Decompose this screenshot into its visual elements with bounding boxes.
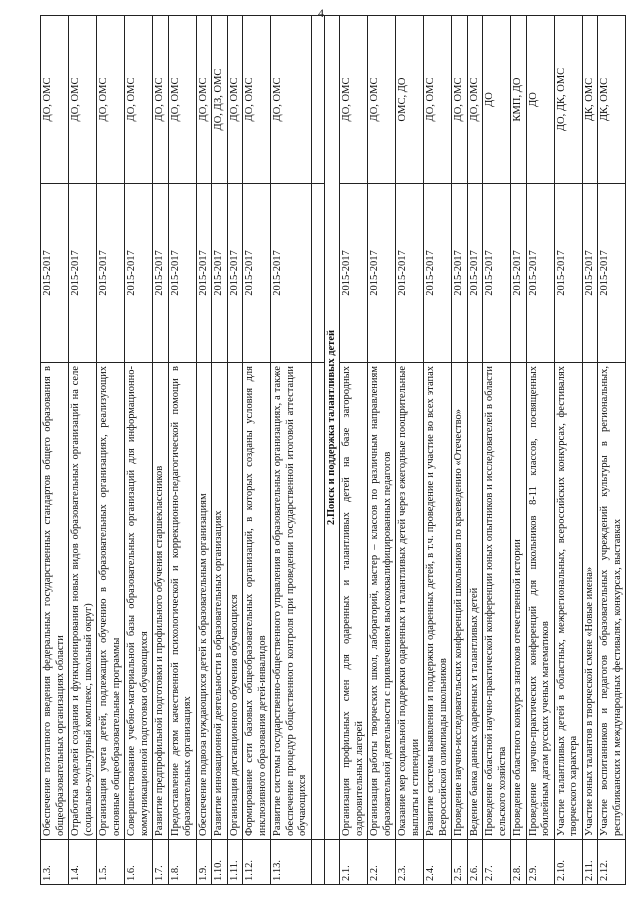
row-executor: ДО, ОМС xyxy=(125,16,153,184)
table-row xyxy=(271,16,312,885)
row-number: 1.7. xyxy=(153,840,169,885)
table-row xyxy=(69,16,97,885)
row-text: Участие юных талантов в творческой смене «Новые имена» xyxy=(582,363,598,840)
table-row xyxy=(196,16,212,885)
row-number: 1.4. xyxy=(69,840,97,885)
row-text: Развитие инновационной деятельности в образовательных организациях xyxy=(212,363,228,840)
section-heading-row xyxy=(324,16,340,885)
row-period: 2015-2017 xyxy=(41,184,69,363)
section-heading: 2.Поиск и поддержка талантливых детей xyxy=(324,16,340,840)
row-period: 2015-2017 xyxy=(153,184,169,363)
row-executor: ДО, ОМС xyxy=(97,16,125,184)
table-row xyxy=(467,16,483,885)
row-executor: ДО, ДЗ, ОМС xyxy=(212,16,228,184)
row-period: 2015-2017 xyxy=(340,184,368,363)
row-executor: ДО, ОМС xyxy=(271,16,312,184)
page-number: 4 xyxy=(318,6,324,20)
row-executor: ДО, ОМС xyxy=(452,16,468,184)
row-text: Организация профильных смен для одаренных и талантливых детей на базе загородных оздоровительных лагерей xyxy=(340,363,368,840)
row-executor: ДО, ОМС xyxy=(340,16,368,184)
table-row xyxy=(41,16,69,885)
row-number: 2.12. xyxy=(598,840,626,885)
row-number: 2.3. xyxy=(396,840,424,885)
row-number: 1.6. xyxy=(125,840,153,885)
row-number: 2.5. xyxy=(452,840,468,885)
row-number: 2.10. xyxy=(554,840,582,885)
table-row xyxy=(97,16,125,885)
table-row xyxy=(243,16,271,885)
row-executor: ДО, ОМС xyxy=(227,16,243,184)
row-number: 2.11. xyxy=(582,840,598,885)
row-number: 1.11. xyxy=(227,840,243,885)
row-number: 2.1. xyxy=(340,840,368,885)
row-executor: ДО, ОМС xyxy=(153,16,169,184)
rotated-table-container xyxy=(40,15,623,885)
row-period: 2015-2017 xyxy=(227,184,243,363)
row-text: Участие воспитанников и педагогов образовательных учреждений культуры в региональных, республиканских и международных фестивалях, конкурсах, выставках xyxy=(598,363,626,840)
row-text: Отработка моделей создания и функционирования новых видов образовательных организаций на селе (социально-культурный комплекс, школьный округ) xyxy=(69,363,97,840)
row-period: 2015-2017 xyxy=(196,184,212,363)
table-row xyxy=(212,16,228,885)
row-executor: ДО, ОМС xyxy=(243,16,271,184)
row-period: 2015-2017 xyxy=(554,184,582,363)
row-period: 2015-2017 xyxy=(467,184,483,363)
row-number: 2.4. xyxy=(424,840,452,885)
row-number: 1.12. xyxy=(243,840,271,885)
row-text: Обеспечение поэтапного введения федеральных государственных стандартов общего образования в общеобразовательных организациях области xyxy=(41,363,69,840)
row-period: 2015-2017 xyxy=(243,184,271,363)
row-executor: ДО, ОМС xyxy=(168,16,196,184)
row-executor: ОМС, ДО xyxy=(396,16,424,184)
row-period: 2015-2017 xyxy=(69,184,97,363)
row-text: Развитие системы государственно-общественного управления в образовательных организациях, а также обеспечение процедур общественного контроля при проведении государственной итоговой аттестации обучающихся xyxy=(271,363,312,840)
row-number: 2.6. xyxy=(467,840,483,885)
row-number: 1.8. xyxy=(168,840,196,885)
row-text: Оказание мер социальной поддержки одаренных и талантливых детей через ежегодные поощрительные выплаты и стипендии xyxy=(396,363,424,840)
table-row xyxy=(582,16,598,885)
row-executor: ДК, ОМС xyxy=(582,16,598,184)
row-text: Проведение областного конкурса знатоков отечественной истории xyxy=(511,363,527,840)
row-text: Проведение областной научно-практической конференции юных опытников и исследователей в области сельского хозяйства xyxy=(483,363,511,840)
row-number: 1.13. xyxy=(271,840,312,885)
row-period: 2015-2017 xyxy=(125,184,153,363)
table-row xyxy=(598,16,626,885)
row-period: 2015-2017 xyxy=(424,184,452,363)
row-text: Проведение научно-исследовательских конференций школьников по краеведению «Отечество» xyxy=(452,363,468,840)
row-number: 2.2. xyxy=(368,840,396,885)
row-text: Развитие системы выявления и поддержки одаренных детей, в т.ч. проведение и участие во всех этапах Всероссийской олимпиады школьников xyxy=(424,363,452,840)
row-executor: ДО, ОМС xyxy=(196,16,212,184)
row-number: 2.8. xyxy=(511,840,527,885)
row-executor: ДО, ДК, ОМС xyxy=(554,16,582,184)
row-period: 2015-2017 xyxy=(97,184,125,363)
row-executor: ДО xyxy=(483,16,511,184)
table-row xyxy=(125,16,153,885)
table-row xyxy=(153,16,169,885)
row-text: Организация дистанционного обучения обучающихся xyxy=(227,363,243,840)
row-period: 2015-2017 xyxy=(271,184,312,363)
table-row xyxy=(340,16,368,885)
row-executor: ДК, ОМС xyxy=(598,16,626,184)
row-period: 2015-2017 xyxy=(598,184,626,363)
table-row xyxy=(168,16,196,885)
row-executor: ДО, ОМС xyxy=(424,16,452,184)
row-text: Совершенствование учебно-материальной базы образовательных организаций для информационно-коммуникационной подготовки обучающихся xyxy=(125,363,153,840)
row-executor: ДО, ОМС xyxy=(41,16,69,184)
row-text: Формирование сети базовых общеобразовательных организаций, в которых созданы условия для инклюзивного образования детей-инвалидов xyxy=(243,363,271,840)
row-executor: ДО, ОМС xyxy=(69,16,97,184)
row-number: 1.5. xyxy=(97,840,125,885)
table-row xyxy=(452,16,468,885)
measures-table xyxy=(40,15,626,885)
row-text: Развитие предпрофильной подготовки и профильного обучения старшеклассников xyxy=(153,363,169,840)
row-period: 2015-2017 xyxy=(168,184,196,363)
table-row xyxy=(227,16,243,885)
row-text: Обеспечение подвоза нуждающихся детей к образовательным организациям xyxy=(196,363,212,840)
table-row xyxy=(424,16,452,885)
table-row xyxy=(511,16,527,885)
row-period: 2015-2017 xyxy=(396,184,424,363)
row-number: 2.7. xyxy=(483,840,511,885)
row-period: 2015-2017 xyxy=(511,184,527,363)
row-number: 1.9. xyxy=(196,840,212,885)
row-text: Организация учета детей, подлежащих обучению в образовательных организациях, реализующих основные общеобразовательные программы xyxy=(97,363,125,840)
row-period: 2015-2017 xyxy=(452,184,468,363)
row-executor: ДО, ОМС xyxy=(368,16,396,184)
row-text: Ведение банка данных одаренных и талантливых детей xyxy=(467,363,483,840)
row-text: Проведение научно-практических конференций для школьников 8-11 классов, посвященных юбилейным датам русских ученых математиков xyxy=(526,363,554,840)
row-period: 2015-2017 xyxy=(526,184,554,363)
row-period: 2015-2017 xyxy=(582,184,598,363)
row-executor: ДО xyxy=(526,16,554,184)
table-row xyxy=(396,16,424,885)
row-period: 2015-2017 xyxy=(368,184,396,363)
table-row xyxy=(554,16,582,885)
row-period: 2015-2017 xyxy=(212,184,228,363)
row-number: 1.3. xyxy=(41,840,69,885)
row-text: Предоставление детям качественной психологической и коррекционно-педагогической помощи в образовательных организациях xyxy=(168,363,196,840)
row-executor: КМП, ДО xyxy=(511,16,527,184)
row-text: Организация работы творческих школ, лабораторий, мастер – классов по различным направлениям образовательной деятельности с привлечением высококвалифицированных педагогов xyxy=(368,363,396,840)
row-period: 2015-2017 xyxy=(483,184,511,363)
row-number: 1.10. xyxy=(212,840,228,885)
table-row xyxy=(483,16,511,885)
table-row xyxy=(368,16,396,885)
row-executor: ДО, ОМС xyxy=(467,16,483,184)
row-text: Участие талантливых детей в областных, межрегиональных, всероссийских конкурсах, фестивалях творческого характера xyxy=(554,363,582,840)
table-row-blank xyxy=(311,16,324,885)
row-number: 2.9. xyxy=(526,840,554,885)
table-row xyxy=(526,16,554,885)
